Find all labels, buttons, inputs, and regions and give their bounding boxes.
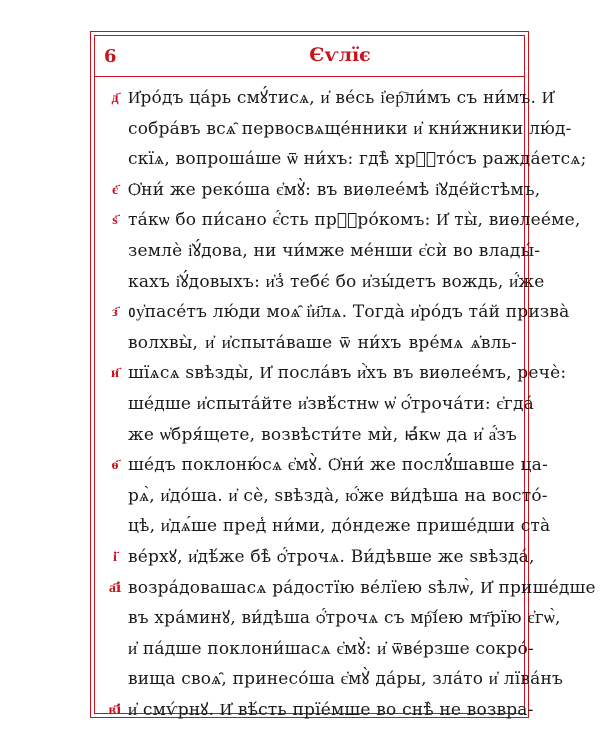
verse-text: и҆ смѵ́рнꙋ. И҆ вѣ́сть прїе́мше во снѣ̀ не возвра- <box>128 700 534 720</box>
verse-text: шїѧсѧ ѕвѣзды̀, И҆ посла́въ и҆̀хъ въ виѳлее́мъ, речѐ: <box>128 363 567 384</box>
verse-number: і҃ <box>113 549 117 565</box>
verse-text: возра́довашасѧ ра́достїю ве́лїею ѕѣлѡ̀, И҆ прише́дше <box>128 577 596 598</box>
verse-text: ве́рхꙋ, и҆дѣ́же бѣ̀ ѻ҆́трочѧ. Ви́дѣвше же ѕвѣзда́, <box>128 547 535 567</box>
text-line <box>0 603 600 633</box>
text-line <box>0 175 600 205</box>
text-line <box>0 83 600 113</box>
verse-text: И҆ро́дъ ца́рь смꙋ́тисѧ, и҆ ве́сь і҆ер҇ли́мъ съ ни́мъ. И҆ <box>128 88 555 108</box>
verse-text: ше́дше и҆спыта́йте и҆звѣ́стнѡ ѡ҆ ѻ҆́троча́ти: є҆гда́ <box>128 394 534 414</box>
page-number: 6 <box>104 46 117 67</box>
header-divider <box>94 76 525 77</box>
verse-text: вища своѧ̑, принесо́ша є҆мꙋ̀ да́ры, зла́то и҆ лїва́нъ <box>128 669 564 690</box>
verse-number: д҃ <box>111 90 119 106</box>
text-line <box>0 267 600 297</box>
text-line <box>0 328 600 358</box>
verse-number: ѳ҃ <box>111 457 119 474</box>
verse-text: же ѡ҆бря́щете, возвѣсти́те мѝ, ꙗ҆́кѡ да и҆ а҆́зъ <box>128 424 517 445</box>
text-line <box>0 573 600 603</box>
verse-number: и҃ <box>110 365 120 382</box>
text-line <box>0 664 600 694</box>
verse-number: в҃і <box>108 702 122 718</box>
verse-number: а҃і <box>108 579 122 596</box>
verse-text: Ѻ҆ни́ же реко́ша є҆мꙋ̀: въ виѳлее́мѣ і҆ꙋде́йстѣмъ, <box>128 179 541 200</box>
text-line <box>0 297 600 327</box>
verse-text: землѐ і҆ꙋ́дова, ни чи́мже ме́нши є҆сѝ во влады́- <box>128 241 541 261</box>
text-line <box>0 420 600 450</box>
verse-number: є҃ <box>111 181 119 198</box>
text-line <box>0 236 600 266</box>
text-line <box>0 358 600 388</box>
text-line <box>0 634 600 664</box>
verse-number: ѕ҃ <box>112 212 118 229</box>
verse-text: скїѧ, вопроша́ше ѿ ни́хъ: гдѣ̀ хрⷭ҇то́съ ражда́етсѧ; <box>128 149 587 170</box>
verse-number: з҃ <box>112 304 118 321</box>
verse-text: ᲂу҆пасе́тъ лю́ди моѧ̑ і҆и҃лѧ. Тогда̀ и҆ро́дъ та́й призва̀ <box>128 302 570 323</box>
text-line <box>0 205 600 235</box>
verse-text: цѣ, и҆дѧ́ше пред̾ ни́ми, до́ндеже прише́дши ста̀ <box>128 516 551 537</box>
text-line <box>0 511 600 541</box>
text-line <box>0 450 600 480</box>
text-line <box>0 481 600 511</box>
verse-text: кахъ і҆ꙋ́довыхъ: и҆з̾ тебє́ бо и҆зы́детъ вождь, и҆́же <box>128 271 545 292</box>
verse-text: волхвы̀, и҆ и҆спыта́ваше ѿ ни́хъ вре́мѧ ѧ҆вль- <box>128 332 517 353</box>
verse-text: и҆ па́дше поклони́шасѧ є҆мꙋ̀: и҆ ѿве́рзше сокро́- <box>128 638 534 659</box>
verse-text: ше́дъ поклоню́сѧ є҆мꙋ̀. Ѻ҆ни́ же послꙋ́шавше ца- <box>128 455 548 476</box>
verse-text: рѧ̀, и҆до́ша. и҆ сѐ, ѕвѣзда̀, ю҆́же ви́дѣша на восто́- <box>128 485 548 506</box>
verse-text: въ хра́минꙋ, ви́дѣша ѻ҆́трочѧ съ мр҇і́ею мт҃рїю є҆гѡ̀, <box>128 608 561 629</box>
text-line <box>0 695 600 725</box>
verse-text: собра́въ всѧ̑ первосвѧще́нники и҆ кни́жники лю́д- <box>128 118 572 139</box>
text-line <box>0 144 600 174</box>
verse-text: та́кѡ бо пи́сано є҆́сть прⷪ҇ро́комъ: И҆ ты̀, виѳлее́ме, <box>128 210 581 231</box>
text-line <box>0 389 600 419</box>
page-title: Єѵлїє <box>309 44 371 66</box>
text-line <box>0 114 600 144</box>
text-line <box>0 542 600 572</box>
